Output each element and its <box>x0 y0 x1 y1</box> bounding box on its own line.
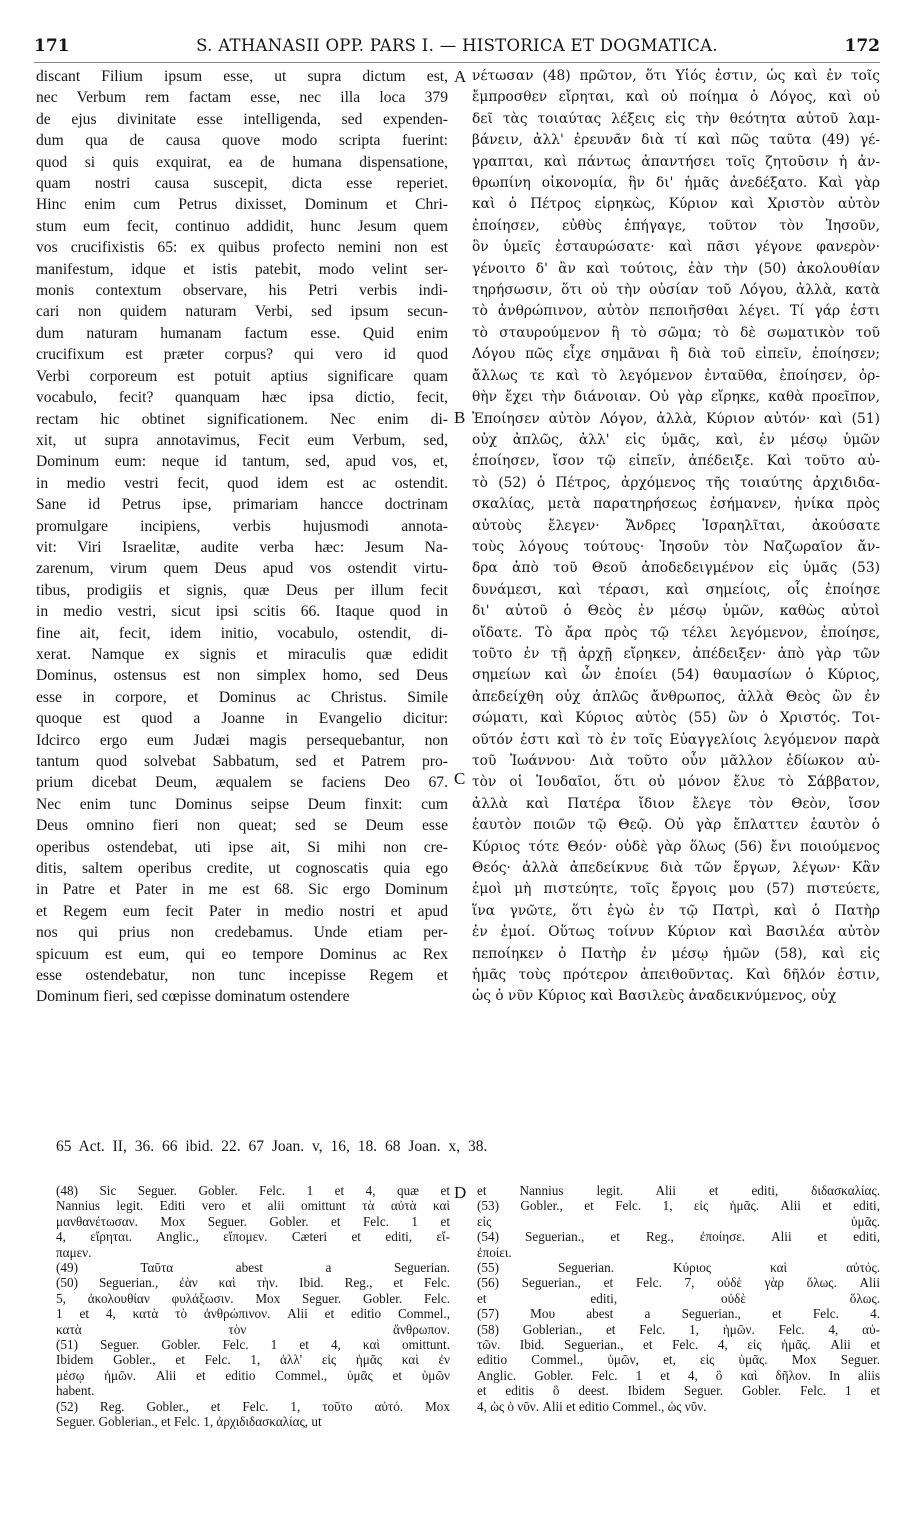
latin-text-line: nos qui prius non credebamus. Unde etiam per- <box>36 924 448 942</box>
latin-text-line: tibus, prodigiis et signis, quæ Deus per illum fecit <box>36 581 448 599</box>
greek-text-line: ἵνα γνῶτε, ὅτι ἐγὼ ἐν τῷ Πατρὶ, καὶ ὁ Πατὴρ <box>472 902 880 919</box>
greek-text-line: τὸν οἱ Ἰουδαῖοι, ὅτι οὐ μόνον ἔλυε τὸ Σάββατον, <box>472 774 880 791</box>
footnote-line: editio Commel., ὑμῶν, et, εἰς ὑμᾶς. Mox Seguer. <box>477 1352 880 1368</box>
footnote-line: παμεν. <box>56 1244 92 1260</box>
latin-text-line: vos crucifixistis 65: ex quibus profecto nemini non est <box>36 239 448 257</box>
latin-text-line: vit: Viri Israelitæ, audite verba hæc: Jesum Na- <box>36 538 448 556</box>
footnote-line: (54) Seguerian., et Reg., ἐποίησε. Alii et editi, <box>477 1229 880 1245</box>
latin-text-line: de ejus divinitate esse intelligenda, sed expenden- <box>36 110 448 128</box>
latin-text-line: Idcirco ergo eum Judæi magis persequebantur, non <box>36 731 448 749</box>
latin-text-line: Dominum fieri, sed cœpisse dominatum ostendere <box>36 988 350 1006</box>
latin-text-line: quoque est quod a Joanne in Evangelio dicitur: <box>36 710 448 728</box>
greek-text-line: δεῖ τὰς τοιαύτας λέξεις εἰς τὴν θεότητα αὐτοῦ λαμ- <box>472 110 880 127</box>
latin-text-line: cari non quidem naturam Verbi, sed ipsum secun- <box>36 303 448 321</box>
margin-letter-d: D <box>454 1183 467 1202</box>
greek-text-line: ἑαυτὸν ποιῶν τῷ Θεῷ. Οὐ γὰρ ἔπλαττεν ἑαυτὸν ὁ <box>472 817 880 834</box>
greek-text-line: αὐτοὺς ἔλεγεν· Ἄνδρες Ἰσραηλῖται, ἀκούσατε <box>472 517 880 534</box>
footnotes-left-column <box>56 1183 450 1430</box>
greek-text-column <box>472 66 880 1008</box>
latin-text-line: esse ostendebatur, non tunc incepisse Regem et <box>36 967 448 985</box>
latin-text-line: zarenum, virum quem Deus apud vos ostendit virtu- <box>36 560 448 578</box>
greek-text-line: ὃν ὑμεῖς ἐσταυρώσατε· καὶ πᾶσι γέγονε φανερὸν· <box>472 239 880 256</box>
footnote-line: (53) Gobler., et Felc. 1, εἰς ἡμᾶς. Alii et editi, <box>477 1198 880 1214</box>
greek-text-line: βάνειν, ἀλλ' ἐρευνᾶν διὰ τί καὶ πῶς ταῦτα (49) γέ- <box>472 132 880 149</box>
footnote-line: Anglic. Gobler. Felc. 1 et 4, ὃ καὶ δῆλον. In aliis <box>477 1367 880 1383</box>
greek-text-line: τοὺς λόγους τούτους· Ἰησοῦν τὸν Ναζωραῖον ἄν- <box>472 538 880 555</box>
greek-text-line: ἐποίησεν, ἴσον τῷ εἰπεῖν, ἀπέδειξε. Καὶ τοῦτο αὐ- <box>472 453 880 470</box>
latin-text-line: crucifixum est præter corpus? qui vero id quod <box>36 346 448 364</box>
greek-text-line: σώματι, καὶ Κύριος αὐτὸς (55) ὢν ὁ Χριστός. Τοι- <box>472 710 880 727</box>
latin-text-line: vocabulo, fecit? quanquam hæc ipsa dictio, fecit, <box>36 389 448 407</box>
latin-text-line: in medio vestri, sicut ipsi scitis 66. Itaque quod in <box>36 603 448 621</box>
greek-text-line: τοῦ Ἰωάννου· Διὰ τοῦτο οὖν μᾶλλον ἐδίωκον αὐ- <box>472 753 880 769</box>
greek-text-line: θρωπίνη οἰκονομία, ἣν δι' ἡμᾶς ἀνεδέξατο. Καὶ γὰρ <box>472 175 880 192</box>
footnote-line: habent. <box>56 1383 95 1399</box>
latin-text-line: in Patre et Pater in me est 68. Sic ergo Dominum <box>36 881 448 899</box>
greek-text-line: τὸ σταυρούμενον ἢ τὸ σῶμα; τὸ δὲ σωματικὸν τοῦ <box>472 324 880 341</box>
footnote-line: 4, εἴρηται. Anglic., εἴπομεν. Cæteri et editi, εἴ- <box>56 1229 450 1245</box>
latin-text-line: operibus ostendebat, uti ipse ait, Si mihi non cre- <box>36 838 448 856</box>
greek-text-line: Λόγου πῶς εἶχε σημᾶναι ἢ διὰ τοῦ εἰπεῖν, ἐποίησεν; <box>472 346 880 363</box>
footnote-line: et Nannius legit. Alii et editi, διδασκαλίας. <box>477 1183 880 1198</box>
latin-text-line: xit, ut supra annotavimus, Fecit eum Verbum, sed, <box>36 431 448 449</box>
greek-text-line: γραπται, καὶ πάντως ἀπαντήσει τοῖς ζητοῦσιν ἡ ἀν- <box>472 153 880 170</box>
greek-text-line: τηρήσωσιν, ὅτι οὐ τὴν οὐσίαν τοῦ Λόγου, ἀλλὰ, κατὰ <box>472 282 880 299</box>
footnote-line: Nannius legit. Editi vero et alii omittunt τὰ αὐτὰ καὶ <box>56 1198 450 1214</box>
greek-text-line: οῦτόν ἐστι καὶ τὸ ἐν τοῖς Εὐαγγελίοις λεγόμενον παρὰ <box>472 731 880 748</box>
footnote-line: (50) Seguerian., ἐὰν καὶ τὴν. Ibid. Reg., et Felc. <box>56 1275 450 1291</box>
latin-text-line: rectam hic obtinet significationem. Nec enim di- <box>36 410 448 428</box>
footnote-line: (48) Sic Seguer. Gobler. Felc. 1 et 4, quæ et <box>56 1183 450 1198</box>
latin-text-line: Sane id Petrus ipse, primariam hancce doctrinam <box>36 496 448 514</box>
footnote-line: et editis ὃ deest. Ibidem Seguer. Gobler. Felc. 1 et <box>477 1383 880 1399</box>
latin-text-line: promulgare incipiens, verbis hujusmodi annota- <box>36 517 448 535</box>
latin-text-line: monis contextum observare, his Petri verbis indi- <box>36 282 448 300</box>
latin-text-line: nec Verbum rem factam esse, nec illa loca 379 <box>36 89 448 107</box>
latin-text-line: tantum quod solvebat Sabbatum, sed et Patrem pro- <box>36 753 448 770</box>
latin-text-line: stum eum fecit, continuo addidit, hunc Jesum quem <box>36 217 448 235</box>
greek-text-line: γένοιτο δ' ἂν καὶ τούτοις, ἐὰν τὴν (50) ἀκολουθίαν <box>472 260 880 277</box>
latin-text-line: esse in corpore, et Dominus ac Christus. Simile <box>36 688 448 706</box>
footnote-line: (56) Seguerian., et Felc. 7, οὐδὲ γὰρ ὅλως. Alii <box>477 1275 880 1291</box>
latin-text-line: quod si quis exquirat, ea de humana dispensatione, <box>36 153 448 171</box>
page-number-left: 171 <box>34 36 70 56</box>
footnote-line: 4, ὡς ὁ νῦν. Alii et editio Commel., ὡς νῦν. <box>477 1398 707 1414</box>
greek-text-line: οὐχ ἁπλῶς, ἀλλ' εἰς ὑμᾶς, καὶ, ἐν μέσῳ ὑμῶν <box>472 431 880 448</box>
latin-text-line: Deus omnino fieri non queat; sed se Deum esse <box>36 817 448 835</box>
footnote-line: ἐποίει. <box>477 1244 512 1260</box>
greek-text-line: Ἐποίησεν αὐτὸν Λόγον, ἀλλὰ, Κύριον αὐτόν· καὶ (51) <box>472 410 880 427</box>
greek-text-line: τοῦτο ἐν τῇ ἀρχῇ εἴρηκεν, ἀπέδειξεν· ἀπὸ γὰρ τῶν <box>472 645 880 662</box>
greek-text-line: θὴν ἔχει τὴν διάνοιαν. Οὐ γὰρ εἴρηκε, καθὰ προεῖπον, <box>472 389 880 406</box>
greek-text-line: ἡμᾶς τοὺς πρότερον ἀπειθοῦντας. Καὶ δῆλόν ἐστιν, <box>472 967 880 984</box>
footnote-line: (52) Reg. Gobler., et Felc. 1, τοῦτο αὐτό. Mox <box>56 1398 450 1414</box>
footnote-line: (51) Seguer. Gobler. Felc. 1 et 4, καὶ omittunt. <box>56 1337 450 1353</box>
running-title: S. ATHANASII OPP. PARS I. — HISTORICA ET DOGMATICA. <box>196 36 718 55</box>
greek-text-line: σκαλίας, μετὰ παρατηρήσεως ἐσήμανεν, ἡνίκα πρὸς <box>472 496 880 513</box>
greek-text-line: καὶ ὁ Πέτρος εἰρηκὼς, Κύριον καὶ Χριστὸν αὐτὸν <box>472 196 880 213</box>
latin-text-line: discant Filium ipsum esse, ut supra dictum est, <box>36 68 448 85</box>
page-number-right: 172 <box>844 36 880 56</box>
greek-text-line: ἄλλως τε καὶ τὸ λεγόμενον ἐνταῦθα, ἐποίησεν, ὀρ- <box>472 367 880 384</box>
latin-text-column <box>36 66 448 1008</box>
greek-text-line: δρα ἀπὸ τοῦ Θεοῦ ἀποδεδειγμένον εἰς ὑμᾶς (53) <box>472 560 880 577</box>
scripture-references: 65 Act. II, 36. 66 ibid. 22. 67 Joan. v, 16, 18. 68 Joan. x, 38. <box>56 1138 488 1155</box>
latin-text-line: prium dicebat Deum, æqualem se faciens Deo 67. <box>36 774 448 792</box>
margin-letter-b: B <box>454 408 466 427</box>
margin-letter-c: C <box>454 769 466 788</box>
footnote-line: Ibidem Gobler., et Felc. 1, ἀλλ' εἰς ἡμᾶς καὶ ἐν <box>56 1352 450 1368</box>
latin-text-line: spicuum est eum, qui eo tempore Dominus ac Rex <box>36 945 448 963</box>
latin-text-line: in medio vestri fecit, quod idem est ac ostendit. <box>36 474 448 492</box>
latin-text-line: Dominum eum: neque id tantum, sed, apud vos, et, <box>36 453 448 471</box>
greek-text-line: δυνάμεσι, καὶ τέρασι, καὶ σημείοις, οἷς ἐποίησε <box>472 581 880 598</box>
greek-text-line: οἴδατε. Τὸ ἄρα πρὸς τῷ τέλει λεγόμενον, ἐποίησε, <box>472 624 880 641</box>
greek-text-line: δι' αὐτοῦ ὁ Θεὸς ἐν μέσῳ ὑμῶν, καθὼς αὐτοὶ <box>472 603 880 620</box>
latin-text-line: manifestum, idque et istis patebit, modo velint ser- <box>36 260 448 278</box>
greek-text-line: ἐν ἐμοί. Οὕτως τοίνυν Κύριον καὶ Βασιλέα αὐτὸν <box>472 924 880 941</box>
margin-letter-a: A <box>454 67 467 86</box>
footnote-line: Seguer. Goblerian., et Felc. 1, ἀρχιδιδασκαλίας, ut <box>56 1414 322 1430</box>
greek-text-line: ἐμοὶ μὴ πιστεύητε, τοῖς ἔργοις μου (57) πιστεύετε, <box>472 881 880 898</box>
footnotes-right-column <box>477 1183 880 1414</box>
footnote-line: (57) Μου abest a Seguerian., et Felc. 4. <box>477 1306 880 1322</box>
running-header <box>34 36 880 63</box>
footnote-line: 1 et 4, κατὰ τὸ ἀνθρώπινον. Alii et editio Commel., <box>56 1306 450 1322</box>
greek-text-line: ἔμπροσθεν εἴρηται, καὶ οὐ ποίημα ὁ Λόγος, καὶ οὐ <box>472 89 880 106</box>
greek-text-line: ὡς ὁ νῦν Κύριος καὶ Βασιλεὺς ἀναδεικνύμενος, οὐχ <box>472 988 837 1005</box>
latin-text-line: ditis, saltem operibus credite, ut cognoscatis quia ego <box>36 860 448 878</box>
latin-text-line: et Regem eum fecit Pater in medio nostri et apud <box>36 902 448 920</box>
latin-text-line: Verbi corporeum est potuit aptius significare quam <box>36 367 448 385</box>
footnote-line: μέσῳ ἡμῶν. Alii et editio Commel., ὑμᾶς et ὑμῶν <box>56 1367 450 1383</box>
footnote-line: (49) Ταῦτα abest a Seguerian. <box>56 1260 450 1276</box>
latin-text-line: Dominus, ostensus est non simplex homo, sed Deus <box>36 667 448 685</box>
latin-text-line: Nec enim tunc Dominus seipse Deum finxit: cum <box>36 795 448 813</box>
latin-text-line: Hinc enim cum Petrus dixisset, Dominum et Chri- <box>36 196 448 214</box>
greek-text-line: ἀπεδείχθη οὐχ ἁπλῶς ἄνθρωπος, ἀλλὰ Θεὸς ὢν ἐν <box>472 688 880 705</box>
greek-text-line: Κύριος τότε Θεόν· οὐδὲ γὰρ ὅλως (56) ἔνι ποιούμενος <box>472 838 880 855</box>
greek-text-line: τὸ ἀνθρώπινον, αὐτὸν πεποιῆσθαι λέγει. Τί γάρ ἐστι <box>472 303 880 320</box>
latin-text-line: dum qua de causa quove modo scripta fuerint: <box>36 132 448 150</box>
greek-text-line: πεποίηκεν ὁ Πατὴρ ἐν μέσῳ ἡμῶν (58), καὶ εἰς <box>472 945 880 962</box>
footnote-line: et editi, οὐδὲ ὅλως. <box>477 1290 880 1306</box>
greek-text-line: Θεός· ἀλλὰ ἀπεδείκνυε διὰ τῶν ἔργων, λέγων· Κἂν <box>472 860 880 877</box>
footnote-line: (58) Goblerian., et Felc. 1, ἡμῶν. Felc. 4, αὐ- <box>477 1321 880 1337</box>
greek-text-line: ἀλλὰ καὶ Πατέρα ἴδιον ἔλεγε τὸν Θεὸν, ἴσον <box>472 795 880 812</box>
latin-text-line: dum naturam humanam factum esse. Quid enim <box>36 324 448 342</box>
footnote-line: εἰς ὑμᾶς. <box>477 1213 880 1229</box>
latin-text-line: fine ait, fecit, idem initio, vocabulo, ostendit, di- <box>36 624 448 642</box>
footnote-line: μανθανέτωσαν. Mox Seguer. Gobler. et Felc. 1 et <box>56 1213 450 1229</box>
greek-text-line: τὸ (52) ὁ Πέτρος, ἀρχόμενος τῆς τοιαύτης ἀρχιδιδα- <box>472 474 880 491</box>
greek-text-line: νέτωσαν (48) πρῶτον, ὅτι Υἱός ἐστιν, ὡς καὶ ἐν τοῖς <box>472 68 880 84</box>
footnote-line: 5, ἀκολουθίαν φυλάξωσιν. Mox Seguer. Gobler. Felc. <box>56 1290 450 1306</box>
greek-text-line: ἐποίησεν, εὐθὺς ἐπήγαγε, τοῦτον τὸν Ἰησοῦν, <box>472 217 880 234</box>
footnote-line: κατὰ τὸν ἄνθρωπον. <box>56 1321 450 1337</box>
footnote-line: (55) Seguerian. Κύριος καὶ αὐτός. <box>477 1260 880 1276</box>
footnote-line: τῶν. Ibid. Seguerian., et Felc. 4, εἰς ἡμᾶς. Alii et <box>477 1337 880 1353</box>
greek-text-line: σημείων καὶ ὧν ἐποίει (54) θαυμασίων ὁ Κύριος, <box>472 667 880 684</box>
latin-text-line: quam nostri causa suscepit, dicta esse reperiet. <box>36 175 448 193</box>
latin-text-line: xerat. Namque ex signis et miraculis quæ edidit <box>36 645 448 663</box>
